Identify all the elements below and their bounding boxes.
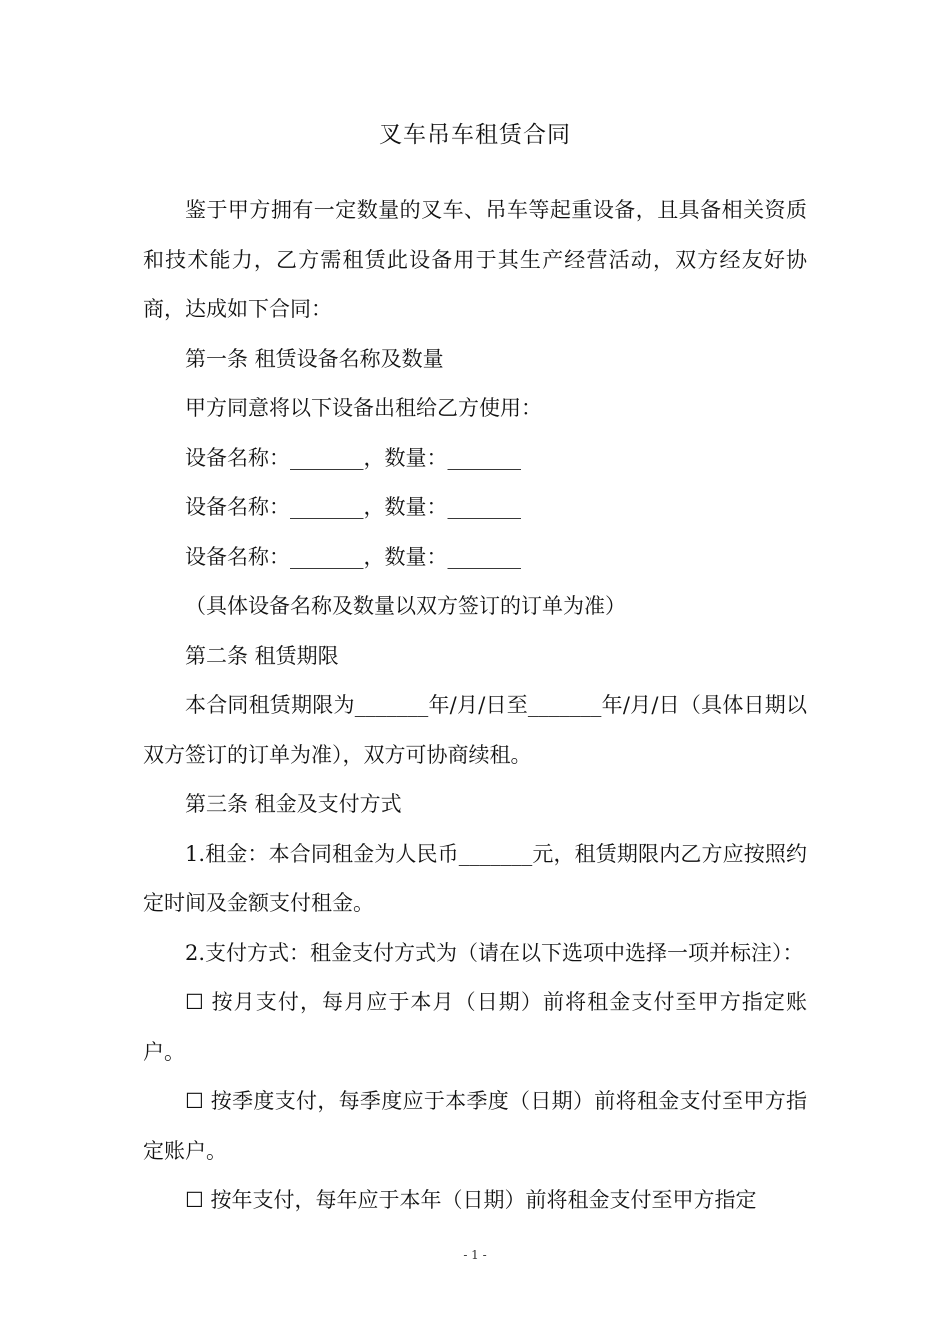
- paragraph-preamble: 鉴于甲方拥有一定数量的叉车、吊车等起重设备，且具备相关资质和技术能力，乙方需租赁此设备用于其生产经营活动，双方经友好协商，达成如下合同：: [143, 198, 807, 321]
- equipment-line-1: 设备名称：_______，数量：_______: [185, 445, 521, 470]
- heading-article-1: 第一条 租赁设备名称及数量: [185, 346, 444, 371]
- heading-article-2: 第二条 租赁期限: [185, 643, 339, 668]
- paragraph-lease-intro: 甲方同意将以下设备出租给乙方使用：: [185, 396, 542, 420]
- equipment-line-2: 设备名称：_______，数量：_______: [185, 495, 521, 519]
- heading-article-3: 第三条 租金及支付方式: [185, 792, 402, 816]
- equipment-line-3: 设备名称：_______，数量：_______: [185, 544, 521, 569]
- document-body: [143, 186, 807, 1226]
- document-title: 叉车吊车租赁合同: [379, 122, 571, 148]
- paragraph-lease-term: 本合同租赁期限为_______年/月/日至_______年/月/日（具体日期以双方签订的订单为准），双方可协商续租。: [143, 693, 807, 767]
- paragraph-payment-method: 2.支付方式：租金支付方式为（请在以下选项中选择一项并标注）：: [185, 940, 804, 965]
- payment-option-yearly: ☐ 按年支付，每年应于本年（日期）前将租金支付至甲方指定: [185, 1188, 757, 1212]
- payment-option-monthly: ☐ 按月支付，每月应于本月（日期）前将租金支付至甲方指定账户。: [143, 990, 807, 1064]
- equipment-note: （具体设备名称及数量以双方签订的订单为准）: [185, 594, 626, 618]
- page-number: - 1 -: [463, 1248, 487, 1262]
- paragraph-rent: 1.租金：本合同租金为人民币_______元，租赁期限内乙方应按照约定时间及金额支付租金。: [143, 841, 807, 915]
- payment-option-quarterly: ☐ 按季度支付，每季度应于本季度（日期）前将租金支付至甲方指定账户。: [143, 1089, 807, 1163]
